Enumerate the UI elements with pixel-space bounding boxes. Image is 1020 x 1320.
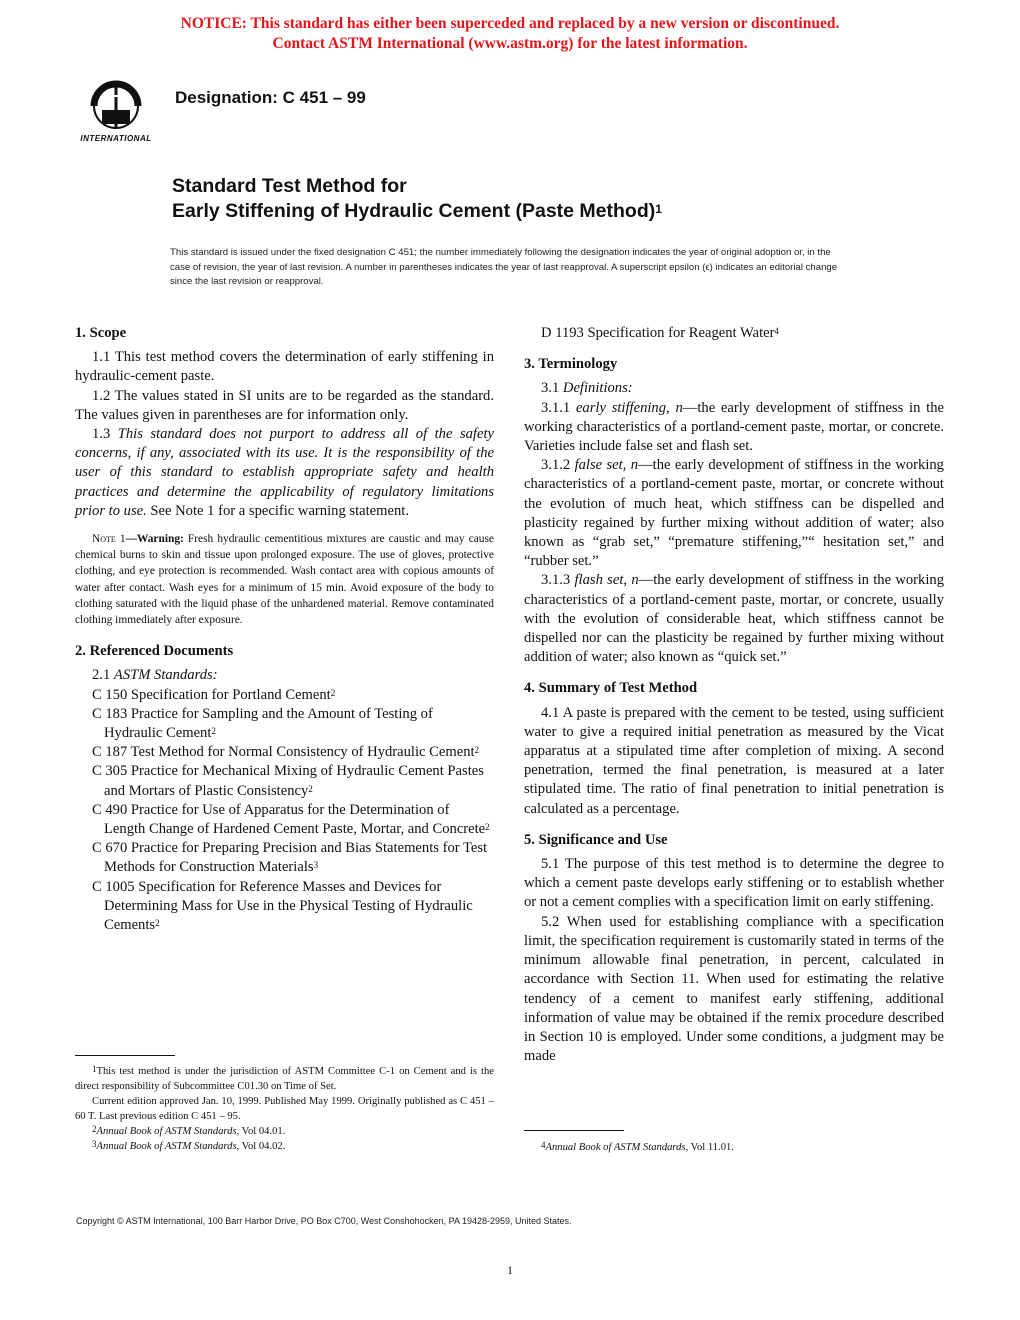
scope-1-3-italic: This standard does not purport to address all of the safety concerns, if any, associated with its use. It is the responsibility of the user of this standard to establish appropriate safety and health practices and determine the applicability of regulatory limitations prior to use.	[75, 426, 494, 519]
term-flash-set: 3.1.3 flash set, n—the early development of stiffness in the working characteristics of a portland-cement paste, mortar, or concrete, usually with the evolution of considerable heat, which stiffness cannot be dispelled nor can the plasticity be regained by further mixing without addition of water; also known as “quick set.”	[524, 572, 944, 666]
referenced-document-text: C 670 Practice for Preparing Precision and Bias Statements for Test Methods for Construction Materials	[92, 840, 488, 876]
referenced-document-item	[92, 762, 494, 800]
notice-line-2: Contact ASTM International (www.astm.org) for the latest information.	[272, 35, 748, 52]
footnote-right-italic: Annual Book of ASTM Standards	[545, 1142, 686, 1153]
referenced-document-footnote-ref: 3	[313, 860, 319, 871]
title-line-1: Standard Test Method for	[172, 175, 407, 197]
footnote-number: 1	[92, 1064, 97, 1074]
refdocs-intro-number: 2.1	[92, 667, 111, 684]
page-number: 1	[507, 1263, 513, 1277]
footnote	[75, 1064, 494, 1094]
footnote-italic: Annual Book of ASTM Standards	[96, 1141, 237, 1152]
referenced-document-footnote-ref: 2	[155, 918, 160, 929]
footnote-right-sup: 4	[541, 1140, 546, 1150]
scope-heading: 1. Scope	[75, 325, 127, 341]
footnote-number: 3	[92, 1139, 97, 1149]
footnote-rule-right	[524, 1130, 624, 1131]
footnote-text: This test method is under the jurisdiction of ASTM Committee C-1 on Cement and is the direct responsibility of Subcommittee C01.30 on Time of Set.	[75, 1066, 494, 1092]
footnote-number: 2	[92, 1124, 97, 1134]
referenced-document-footnote-ref: 2	[474, 745, 480, 756]
document-title	[172, 174, 662, 224]
ref-d1193-sup: 4	[774, 326, 779, 336]
term-def-number: 3.1	[541, 380, 560, 397]
term-3-pos: n	[631, 572, 639, 589]
title-line-2: Early Stiffening of Hydraulic Cement (Paste Method)	[172, 200, 656, 222]
scope-1-3	[75, 425, 494, 521]
terminology-heading: 3. Terminology	[524, 356, 618, 373]
footnote-rule-left	[75, 1055, 175, 1056]
term-2-term: false set	[574, 457, 623, 474]
designation: Designation: C 451 – 99	[175, 88, 366, 107]
note-text: Fresh hydraulic cementitious mixtures are caustic and may cause chemical burns to skin and tissue upon prolonged exposure. The use of gloves, protective clothing, and eye protection is recommended. Wash contact area with copious amounts of water after contact. Wash eyes for a minimum of 15 min. Avoid exposure of the body to clothing saturated with the liquid phase of the unhardened material. Remove contaminated clothing immediately after exposure.	[75, 533, 494, 627]
footnote	[75, 1139, 494, 1154]
referenced-document-item	[92, 743, 494, 762]
footnote-right	[524, 1140, 961, 1155]
title-footnote-ref: 1	[655, 202, 662, 216]
discontinued-notice	[0, 14, 1020, 54]
referenced-document-footnote-ref: 2	[211, 726, 216, 737]
left-column	[75, 324, 494, 935]
term-3-text: —the early development of stiffness in the working characteristics of a portland-cement paste, mortar, or concrete, usually with the evolution of considerable heat, which stiffness cannot be dispelled nor can the plasticity be regained by further mixing without addition of water; also known as “quick set.”	[524, 572, 944, 666]
copyright: Copyright © ASTM International, 100 Barr Harbor Drive, PO Box C700, West Conshohocken, PA 19428-2959, United States.	[76, 1216, 572, 1226]
ref-d1193-text: D 1193 Specification for Reagent Water	[541, 325, 775, 341]
footnote-text: , Vol 04.01.	[236, 1126, 286, 1137]
notice-line-1: NOTICE: This standard has either been superceded and replaced by a new version or discontinued.	[180, 15, 840, 32]
terminology-3-1	[524, 379, 944, 398]
astm-logo	[72, 76, 160, 150]
term-2-number: 3.1.2	[541, 457, 571, 474]
footnote	[75, 1124, 494, 1139]
logo-subtext: INTERNATIONAL	[80, 134, 152, 143]
note-1	[75, 531, 494, 628]
term-2-pos: n	[630, 457, 639, 474]
referenced-document-footnote-ref: 2	[330, 687, 336, 698]
term-def-italic: Definitions:	[562, 380, 633, 397]
refdocs-heading: 2. Referenced Documents	[75, 643, 234, 660]
note-label: Note 1	[92, 533, 126, 546]
referenced-document-item	[92, 878, 494, 936]
referenced-document-footnote-ref: 2	[308, 783, 313, 794]
term-early-stiffening: 3.1.1 early stiffening, n—the early development of stiffness in the working characteristics of a portland-cement paste, mortar, or concrete. Varieties include false set and flash set.	[524, 399, 944, 455]
term-1-term: early stiffening	[575, 399, 667, 416]
footnote	[75, 1094, 494, 1124]
referenced-document-text: C 150 Specification for Portland Cement	[92, 686, 331, 703]
scope-1-2: 1.2 The values stated in SI units are to be regarded as the standard. The values given in parentheses are for information only.	[75, 387, 494, 423]
referenced-document-item	[92, 839, 494, 877]
term-2-text: —the early development of stiffness in the working characteristics of a portland-cement paste, mortar, or concrete without the evolution of much heat, which stiffness can be dispelled and plasticity regained by further mixing without addition of water; also known as “grab set,” “premature stiffening,”“ hesitation set,” and “rubber set.”	[524, 457, 944, 570]
footnote-italic: Annual Book of ASTM Standards	[96, 1126, 237, 1137]
refdocs-intro	[75, 666, 494, 685]
refdocs-intro-italic: ASTM Standards:	[113, 667, 218, 684]
referenced-document-text: C 183 Practice for Sampling and the Amount of Testing of Hydraulic Cement	[92, 705, 433, 742]
note-warning: —Warning:	[125, 533, 184, 546]
term-1-number: 3.1.1	[541, 399, 571, 416]
referenced-document-text: C 1005 Specification for Reference Masses and Devices for Determining Mass for Use in the Physical Testing of Hydraulic Cements	[92, 878, 473, 934]
referenced-document-footnote-ref: 2	[485, 822, 490, 833]
referenced-document-text: C 490 Practice for Use of Apparatus for the Determination of Length Change of Hardened Cement Paste, Mortar, and Concrete	[92, 801, 486, 838]
term-1-pos: n	[675, 399, 683, 416]
scope-1-3-rest: See Note 1 for a specific warning statement.	[150, 502, 409, 519]
referenced-documents-list	[75, 686, 494, 936]
summary-4-1: 4.1 A paste is prepared with the cement to be tested, using sufficient water to give a required initial penetration as measured by the Vicat apparatus at a stipulated time after completion of mixing. A second penetration, termed the final penetration, is measured at a later stipulated time. The ratio of final penetration to initial penetration is calculated as a percentage.	[524, 704, 944, 817]
significance-heading: 5. Significance and Use	[524, 831, 668, 848]
term-3-term: flash set	[574, 572, 624, 589]
referenced-document-text: C 187 Test Method for Normal Consistency of Hydraulic Cement	[92, 744, 475, 761]
term-3-number: 3.1.3	[541, 572, 571, 589]
footnotes-left	[75, 1064, 494, 1154]
referenced-document-item	[92, 705, 494, 743]
right-column	[524, 324, 944, 1066]
referenced-document-item	[92, 686, 494, 705]
footnote-text: , Vol 04.02.	[236, 1141, 286, 1152]
footnote-text: Current edition approved Jan. 10, 1999. Published May 1999. Originally published as C 451 – 60 T. Last previous edition C 451 – 95.	[75, 1096, 494, 1122]
referenced-document-item	[92, 801, 494, 839]
term-false-set: 3.1.2 false set, n—the early development of stiffness in the working characteristics of a portland-cement paste, mortar, or concrete without the evolution of much heat, which stiffness can be dispelled and plasticity regained by further mixing without addition of water; also known as “grab set,” “premature stiffening,”“ hesitation set,” and “rubber set.”	[524, 457, 944, 570]
scope-1-3-number: 1.3	[92, 426, 111, 443]
ref-d1193	[541, 324, 944, 343]
issuance-note: This standard is issued under the fixed designation C 451; the number immediately following the designation indicates the year of original adoption or, in the case of revision, the year of last revision. A number in parentheses indicates the year of last reapproval. A superscript epsilon (ϵ) indicates an editorial change since the last revision or reapproval.	[170, 247, 838, 287]
referenced-document-text: C 305 Practice for Mechanical Mixing of Hydraulic Cement Pastes and Mortars of Plastic Consistency	[92, 763, 484, 799]
scope-1-1: 1.1 This test method covers the determination of early stiffening in hydraulic-cement paste.	[75, 349, 494, 385]
summary-heading: 4. Summary of Test Method	[524, 680, 698, 697]
footnote-right-text: , Vol 11.01.	[685, 1142, 734, 1153]
significance-5-1: 5.1 The purpose of this test method is to determine the degree to which a cement paste develops early stiffening or to establish whether or not a cement complies with a specification limit on early stiffening.	[524, 856, 944, 911]
significance-5-2: 5.2 When used for establishing compliance with a specification limit, the specification requirement is customarily stated in terms of the minimum allowable final penetration, in percent, calculated in accordance with Section 11. When used for estimating the relative tendency of a cement to manifest early stiffening, additional information of value may be obtained if the remix procedure described in Section 10 is employed. Under some conditions, a judgment may be made	[524, 913, 944, 1065]
term-1-text: —the early development of stiffness in the working characteristics of a portland-cement paste, mortar, or concrete. Varieties include false set and flash set.	[524, 399, 944, 455]
